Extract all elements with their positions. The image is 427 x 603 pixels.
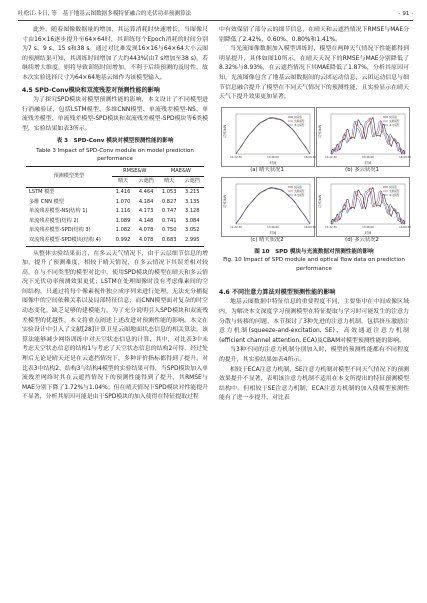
- table-caption-en: Table 3 Impact of SPD-Conv module on model prediction performance: [36, 147, 194, 163]
- table-header-mae: MAE&W: [158, 166, 204, 177]
- table-cell: 1.070: [115, 198, 131, 205]
- table-cell: 3.128: [184, 208, 200, 215]
- table-cell: 0.992: [112, 236, 135, 246]
- x-tick-label: 11:22:30: [325, 155, 337, 159]
- table-cell: 3.135: [184, 198, 200, 205]
- table-caption-cn: 表 3 SPD-Conv 模块对模型预测性能的影响: [56, 137, 174, 144]
- subplot-c-plot: [222, 178, 314, 236]
- legend-label: 文献模型: [294, 119, 305, 123]
- legend-label: 本文模型: [389, 193, 400, 197]
- table-cell: 0.827: [161, 198, 177, 205]
- table-cell-name: LSTM 模型: [26, 187, 112, 197]
- subplot-c-caption: (c) 晴天状况2: [250, 236, 284, 243]
- paragraph: 中有效保留了部分云的细节信息，在晴天和云遮挡情况下RMSE与MAE分别降低了2.42%、0.60%、0.80%和1.41%。: [219, 27, 409, 43]
- legend-label: 实际值: [389, 185, 397, 189]
- legend-label: 文献模型: [389, 189, 400, 193]
- table-cell-name: 单流残差模型-SPD(结构 3): [29, 227, 91, 234]
- table-3: [26, 166, 204, 247]
- table-cell-name: 单流残差模型(结构 2): [29, 217, 79, 224]
- table-row: [26, 217, 204, 227]
- table-cell: 1.053: [158, 187, 181, 197]
- table-cell: 1.416: [112, 187, 135, 197]
- figure-caption-en: Fig. 10 Impact of SPD module and optical flow data on prediction performance: [223, 257, 405, 272]
- subplot-a-plot: [222, 108, 314, 166]
- subplot-b: [316, 107, 410, 167]
- table-cell: 0.741: [161, 217, 177, 224]
- table-header-rmse: RMSE&W: [112, 166, 158, 177]
- axis-ylabel: 功率/kW: [318, 194, 322, 208]
- table-cell: 4.173: [138, 208, 154, 215]
- table-row: [26, 207, 204, 217]
- x-tick-label: 11:22:30: [325, 225, 337, 229]
- table-subheader: 晴天: [117, 178, 129, 185]
- table-cell: 1.116: [115, 208, 131, 215]
- right-column: [219, 26, 409, 404]
- table-subheader: 云遮挡: [184, 178, 200, 185]
- subplot-d-plot: [317, 178, 409, 236]
- subplot-a-caption: (a) 晴天状况1: [250, 166, 284, 173]
- legend-label: 实际值: [294, 185, 302, 189]
- table-cell: 2.995: [181, 236, 204, 246]
- table-cell: 4.184: [138, 198, 154, 205]
- table-subheader: 晴天: [164, 178, 175, 185]
- paragraph: 当光流图像数据加入模型训练时，模型在两种天气情况下性能都得到明显提升，具体如图10所示，在晴天天况下的RMSE与MAE分别降低了8.32%与8.93%，在云遮挡情况下其MAE降低了1.87%，分析其原因可知，光流图像包含了地基云图数据间的云团运动信息，云团运动信息与细节信息融合提升了模型在不同天气情况下的预测性能，且实验显示在晴天天气下提升效果更加显著。: [219, 46, 409, 101]
- table-cell: 4.464: [134, 187, 157, 197]
- table-cell-name: 双流残差模型-SPD模块(结构 4): [26, 236, 112, 246]
- running-header: 吐松江·卡日, 等 基于地基云图数据多模特征融合的光伏功率预测算法: [18, 11, 192, 17]
- axis-ylabel: 功率/kW: [318, 124, 322, 138]
- x-tick-label: 11:22:30: [230, 225, 242, 229]
- paragraph: 此外，随着图像数据量的增加，其运算消耗时快速增长，当图像尺寸由16×16逐步提升至64×64时，其训练每个Epoch消耗的时间分别为7 s、9 s、15 s和38 s。通过对比难发现16×16与64×64大小云图的预测结果可知，其训练时间增加了大约443%(由7 s增加至38 s)，若继续增大维度，则将导致训练时间增加，不利于后续预测的及时性，故本次实验选择尺寸为64×64地基云图作为该模型输入。: [22, 27, 208, 81]
- legend-label: 实际值: [294, 115, 302, 119]
- subplot-b-caption: (b) 多云状况1: [345, 166, 379, 173]
- legend-label: 本文模型: [294, 123, 305, 127]
- table-cell: 4.148: [138, 217, 154, 224]
- x-tick-label: 13:46:00: [362, 225, 374, 229]
- x-tick-label: 16:09:30: [399, 155, 411, 159]
- subplot-c: [221, 177, 315, 237]
- paragraph: 从整体实验结果而言，在多云天气情况下，由于云层细节信息的增加，提升了预测难度，相较于晴天情况，在多云情况下其误差相对较高，在与不同类型的模型对比中，使用SPD模块的模型在晴天和多云情况下光伏功率预测效果更优；LSTM在处理图像时没有考虑像素间的空间结构，只通过将每个像素视作独立成序列来进行处理，无法充分捕捉图像中的空间依赖关系以及局部特征信息；而CNN模型面对复杂的时空动态变化，缺乏足够的建模能力，为了充分说明引入SPD模块和双流残差模型的优越性，本文将重点阐述上述改进对预测性能的影响。本文在实验设计中引入了文献[28]计算卫星云图地面状态信息的相关算法，该算法能够减少网络训练中对天空状态信息的计算，其中，对比表3中未考虑天空状态信息的结构1与考虑了天空状态信息的结构2可得，经过处理后无论是晴天还是在云遮挡情况下，多种评价指标都得到了提升。对比表3中结构2、结构3与结构4模型的实验结果可得，当SPD模块加入单流残差网络时其在云遮挡情况下的预测性能得到了提升，其RMSE与MAE分别下降了1.72%与1.04%；但在晴天情况下SPD模块对性能提升不显著，分析其原因可能是由于SPD模块的加入使得在特征提取过程: [22, 250, 208, 401]
- x-tick-label: 13:46:00: [362, 155, 374, 159]
- subplot-a: [221, 107, 315, 167]
- x-tick-label: 16:09:30: [304, 155, 316, 159]
- subplot-d-caption: (d) 多云状况2: [345, 236, 379, 243]
- page-number: · 91 ·: [398, 11, 413, 17]
- axis-xlabel: 时间: [269, 230, 277, 235]
- table-cell: 3.084: [184, 217, 200, 224]
- section-heading-4-6: 4.6 不同注意力算法对模型预测性能的影响: [219, 288, 336, 296]
- table-cell-name: 多维 CNN 模型: [29, 198, 64, 205]
- x-tick-label: 16:09:30: [304, 225, 316, 229]
- subplot-b-plot: [317, 108, 409, 166]
- legend-label: 本文模型: [294, 193, 305, 197]
- legend-label: 实际值: [389, 115, 397, 119]
- paragraph: 地基云图数据中特征信息的重要程度不同，主要集中在中间成像区域内，为解决本文深度学习预测模型在特征提取与学习时可能发生的注意力分散与转移的问题，本节探讨了3种先进的注意力机制，包括挤压激励注意力机制(squeeze-and-excitation, SE)、高效通道注意力机制(efficient channel attention, ECA)及CBAM对模型预测性能的影响。: [219, 299, 409, 344]
- table-row: [26, 236, 204, 246]
- x-tick-label: 16:09:30: [399, 225, 411, 229]
- table-cell: 0.683: [158, 236, 181, 246]
- table-subheader: 云遮挡: [138, 178, 154, 185]
- x-tick-label: 13:46:00: [267, 225, 279, 229]
- table-row: [26, 226, 204, 236]
- table-cell: 3.052: [184, 227, 200, 234]
- legend-label: 文献模型: [389, 119, 400, 123]
- figure-10: [219, 105, 409, 300]
- section-heading-4-5: 4.5 SPD-Conv模块和双流残差对预测性能的影响: [22, 86, 160, 94]
- page-header: [18, 8, 413, 21]
- table-cell: 0.750: [161, 227, 177, 234]
- table-cell: 4.078: [134, 236, 157, 246]
- paragraph: 当3种不同的注意力机制分别加入时，模型的预测性能都有不同程度的提升，其实验结果如表4所示。: [219, 347, 409, 363]
- legend-label: 文献模型: [294, 189, 305, 193]
- table-row: [26, 187, 204, 197]
- table-row: [26, 198, 204, 208]
- axis-ylabel: 功率/kW: [223, 194, 227, 208]
- axis-xlabel: 时间: [269, 160, 277, 165]
- x-tick-label: 11:22:30: [230, 155, 242, 159]
- left-column: [22, 26, 208, 403]
- figure-caption-cn: 图 10 SPD 模块与光流数据对预测性能的影响: [254, 248, 374, 255]
- table-cell: 1.082: [115, 227, 131, 234]
- table-cell: 4.078: [138, 227, 154, 234]
- axis-ylabel: 功率/kW: [223, 124, 227, 138]
- x-tick-label: 13:46:00: [267, 155, 279, 159]
- table-cell: 0.747: [161, 208, 177, 215]
- paragraph: 为了探究SPD模块对模型预测性能的影响，本文设计了不同模型进行消融验证，包括LSTM模型、多维CNN模型、单流残差模型-NS、单流残差模型、单流残差模型-SPD模块和双流残差模型-SPD模块等6类模型，实验结果如表3所示。: [22, 97, 208, 132]
- subplot-d: [316, 177, 410, 237]
- table-cell: 3.215: [181, 187, 204, 197]
- table-cell: 1.089: [115, 217, 131, 224]
- table-cell-name: 单流残差模型-NS(结构 1): [29, 208, 88, 215]
- axis-xlabel: 时间: [364, 160, 372, 165]
- axis-xlabel: 时间: [364, 230, 372, 235]
- paragraph: 相较于ECA注意力机制，SE注意力机制对模型不同天气情况下的预测效果提升不显著，表明该注意力机制不适用在本文所提出的特征预测模型结构中。但相较于SE注意力机制，ECA注意力机制的加入使模型预测性能有了进一步提升，对比表: [219, 366, 409, 402]
- table-header-model: 预测模型类型: [26, 166, 112, 187]
- legend-label: 本文模型: [389, 123, 400, 127]
